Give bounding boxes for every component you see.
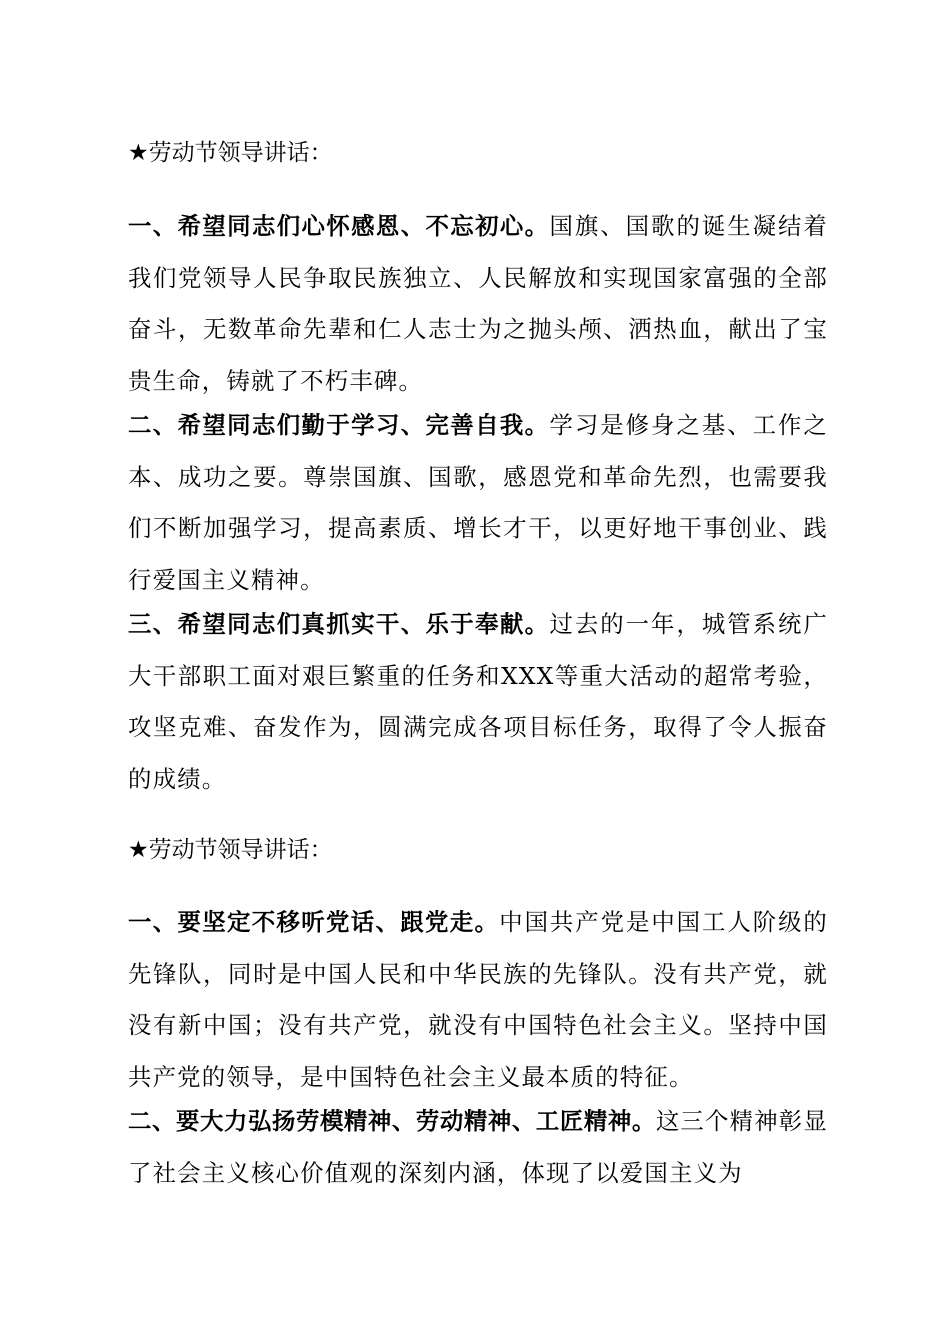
paragraph-body: 学习是修身之基、工作之本、成功之要。尊崇国旗、国歌，感恩党和革命先烈，也需要我们不断加强学习，提高素质、增长才干，以更好地干事创业、践行爱国主义精神。 [128,411,829,594]
paragraph-lead: 一、要坚定不移听党话、跟党走。 [128,908,500,936]
section-heading: ★劳动节领导讲话： [128,837,333,863]
paragraph-lead: 二、要大力弘扬劳模精神、劳动精神、工匠精神。 [128,1107,656,1135]
paragraph-body: 过去的一年，城管系统广大干部职工面对艰巨繁重的任务和XXX等重大活动的超常考验，攻坚克难、奋发作为，圆满完成各项目标任务，取得了令人振奋的成绩。 [128,610,829,793]
paragraph [128,1096,828,1199]
paragraph-body: 这三个精神彰显了社会主义核心价值观的深刻内涵，体现了以爱国主义为 [128,1107,828,1187]
paragraph [128,897,828,1103]
paragraph-body: 中国共产党是中国工人阶级的先锋队，同时是中国人民和中华民族的先锋队。没有共产党，就没有新中国；没有共产党，就没有中国特色社会主义。坚持中国共产党的领导，是中国特色社会主义最本质的特征。 [128,908,829,1091]
paragraph-lead: 三、希望同志们真抓实干、乐于奉献。 [128,610,550,638]
paragraph [128,201,828,407]
paragraph-lead: 一、希望同志们心怀感恩、不忘初心。 [128,212,550,240]
paragraph [128,400,828,606]
paragraph [128,599,828,805]
section-heading: ★劳动节领导讲话： [128,140,333,166]
paragraph-lead: 二、希望同志们勤于学习、完善自我。 [128,411,550,439]
paragraph-body: 国旗、国歌的诞生凝结着我们党领导人民争取民族独立、人民解放和实现国家富强的全部奋斗，无数革命先辈和仁人志士为之抛头颅、洒热血，献出了宝贵生命，铸就了不朽丰碑。 [128,212,829,395]
